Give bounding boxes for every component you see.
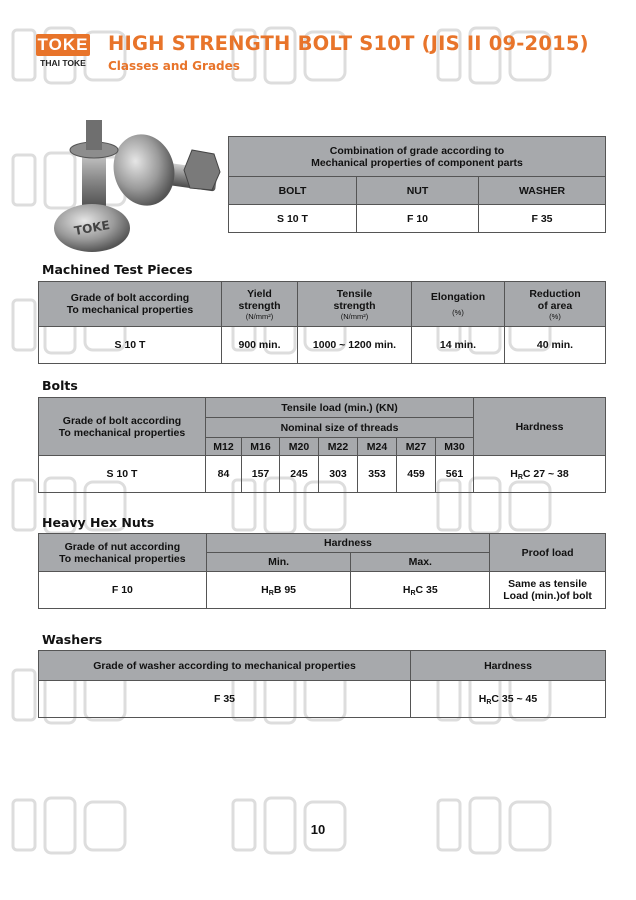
unit-label: (N/mm²) [340, 311, 369, 321]
combination-value-bolt: S 10 T [229, 205, 357, 233]
hardness-subscript: R [410, 589, 416, 597]
hardness-subscript: R [268, 589, 274, 597]
unit-label: (%) [452, 308, 464, 317]
header-line: To mechanical properties [58, 426, 186, 439]
svg-text:TOKE: TOKE [73, 217, 111, 239]
bolts-cell-load: 561 [436, 456, 474, 493]
machined-cell-elongation: 14 min. [412, 327, 505, 364]
combination-value-washer: F 35 [479, 205, 606, 233]
page-number: 10 [310, 822, 326, 837]
logo-text: TOKE [37, 35, 89, 54]
header-line: of area [537, 299, 573, 312]
unit-label: (N/mm²) [245, 311, 274, 321]
nuts-header-min: Min. [206, 553, 351, 572]
hardness-subscript: R [517, 473, 523, 481]
header-line: strength [238, 299, 281, 312]
nuts-cell-proof-load [490, 572, 606, 609]
combination-header-nut: NUT [357, 177, 479, 205]
machined-header-grade [39, 282, 222, 327]
bolts-header-tensile-load: Tensile load (min.) (KN) [206, 398, 474, 418]
unit-label: (%) [549, 311, 561, 321]
washers-cell-grade: F 35 [39, 681, 411, 718]
nuts-table [38, 533, 606, 609]
combination-value-nut: F 10 [357, 205, 479, 233]
header-line: strength [333, 299, 376, 312]
nuts-header-proof-load: Proof load [490, 534, 606, 572]
bolts-size-header: M30 [436, 438, 474, 456]
nuts-cell-max [351, 572, 490, 609]
combination-header-washer: WASHER [479, 177, 606, 205]
proof-load-line: Same as tensile [508, 578, 587, 590]
machined-table [38, 281, 606, 364]
bolts-cell-load: 84 [206, 456, 242, 493]
nuts-cell-grade: F 10 [39, 572, 207, 609]
section-heading-nuts: Heavy Hex Nuts [42, 515, 155, 530]
hardness-prefix: H [402, 583, 411, 596]
hardness-value: C 35 ~ 45 [491, 692, 538, 705]
machined-cell-grade: S 10 T [39, 327, 222, 364]
bolts-size-header: M22 [319, 438, 358, 456]
bolts-cell-load: 157 [242, 456, 280, 493]
bolts-cell-grade: S 10 T [39, 456, 206, 493]
header-line: Grade of nut according [64, 540, 181, 553]
hardness-value: C 27 ~ 38 [522, 467, 569, 480]
bolts-header-hardness: Hardness [474, 398, 606, 456]
machined-cell-reduction: 40 min. [505, 327, 606, 364]
header-line: Grade of bolt according [70, 292, 190, 304]
header-line: Grade of bolt according [62, 414, 182, 427]
bolt-photo [52, 110, 224, 260]
company-logo [36, 34, 90, 68]
header-line: Reduction [529, 287, 581, 300]
hardness-subscript: R [486, 698, 492, 706]
bolts-cell-load: 459 [397, 456, 436, 493]
nuts-header-grade [39, 534, 207, 572]
bolts-cell-hardness [474, 456, 606, 493]
section-heading-bolts: Bolts [42, 378, 78, 393]
washers-cell-hardness [411, 681, 606, 718]
hardness-prefix: H [478, 692, 487, 705]
machined-cell-yield: 900 min. [222, 327, 298, 364]
header-line: Yield [247, 287, 272, 300]
section-heading-machined: Machined Test Pieces [42, 262, 193, 277]
machined-cell-tensile: 1000 ~ 1200 min. [298, 327, 412, 364]
bolts-cell-load: 245 [280, 456, 319, 493]
machined-header-yield [222, 282, 298, 327]
watermark-mascot [225, 20, 355, 90]
washers-header-grade: Grade of washer according to mechanical properties [39, 651, 411, 681]
bolts-cell-load: 303 [319, 456, 358, 493]
nuts-cell-min [206, 572, 351, 609]
logo-subtext: THAI TOKE [40, 58, 86, 68]
watermark-mascot [430, 20, 560, 90]
section-heading-washers: Washers [42, 632, 103, 647]
header-line: Tensile [336, 287, 373, 300]
washers-table [38, 650, 606, 718]
hardness-prefix: H [261, 583, 269, 596]
header-line: Elongation [430, 291, 486, 303]
bolts-size-header: M27 [397, 438, 436, 456]
bolts-cell-load: 353 [358, 456, 397, 493]
combination-title [229, 137, 606, 177]
machined-header-elongation [412, 282, 505, 327]
nuts-header-hardness: Hardness [206, 534, 489, 553]
machined-header-reduction [505, 282, 606, 327]
bolts-table [38, 397, 606, 493]
bolts-header-grade [39, 398, 206, 456]
combination-title-line1: Combination of grade according to [329, 144, 505, 157]
machined-header-tensile [298, 282, 412, 327]
bolts-size-header: M16 [242, 438, 280, 456]
bolts-header-nominal-size: Nominal size of threads [206, 418, 474, 438]
header-line: To mechanical properties [59, 552, 186, 565]
bolts-size-header: M20 [280, 438, 319, 456]
combination-table [228, 136, 606, 233]
bolts-size-header: M24 [358, 438, 397, 456]
combination-title-line2: Mechanical properties of component parts [311, 156, 523, 169]
hardness-value: B 95 [273, 583, 296, 596]
combination-header-bolt: BOLT [229, 177, 357, 205]
header-line: To mechanical properties [66, 304, 194, 316]
hardness-prefix: H [510, 467, 518, 480]
document-subtitle: Classes and Grades [108, 59, 240, 73]
washers-header-hardness: Hardness [411, 651, 606, 681]
proof-load-line: Load (min.)of bolt [503, 590, 592, 602]
document-title: HIGH STRENGTH BOLT S10T (JIS II 09-2015) [108, 32, 589, 55]
bolts-size-header: M12 [206, 438, 242, 456]
nuts-header-max: Max. [351, 553, 490, 572]
hardness-value: C 35 [415, 583, 438, 596]
